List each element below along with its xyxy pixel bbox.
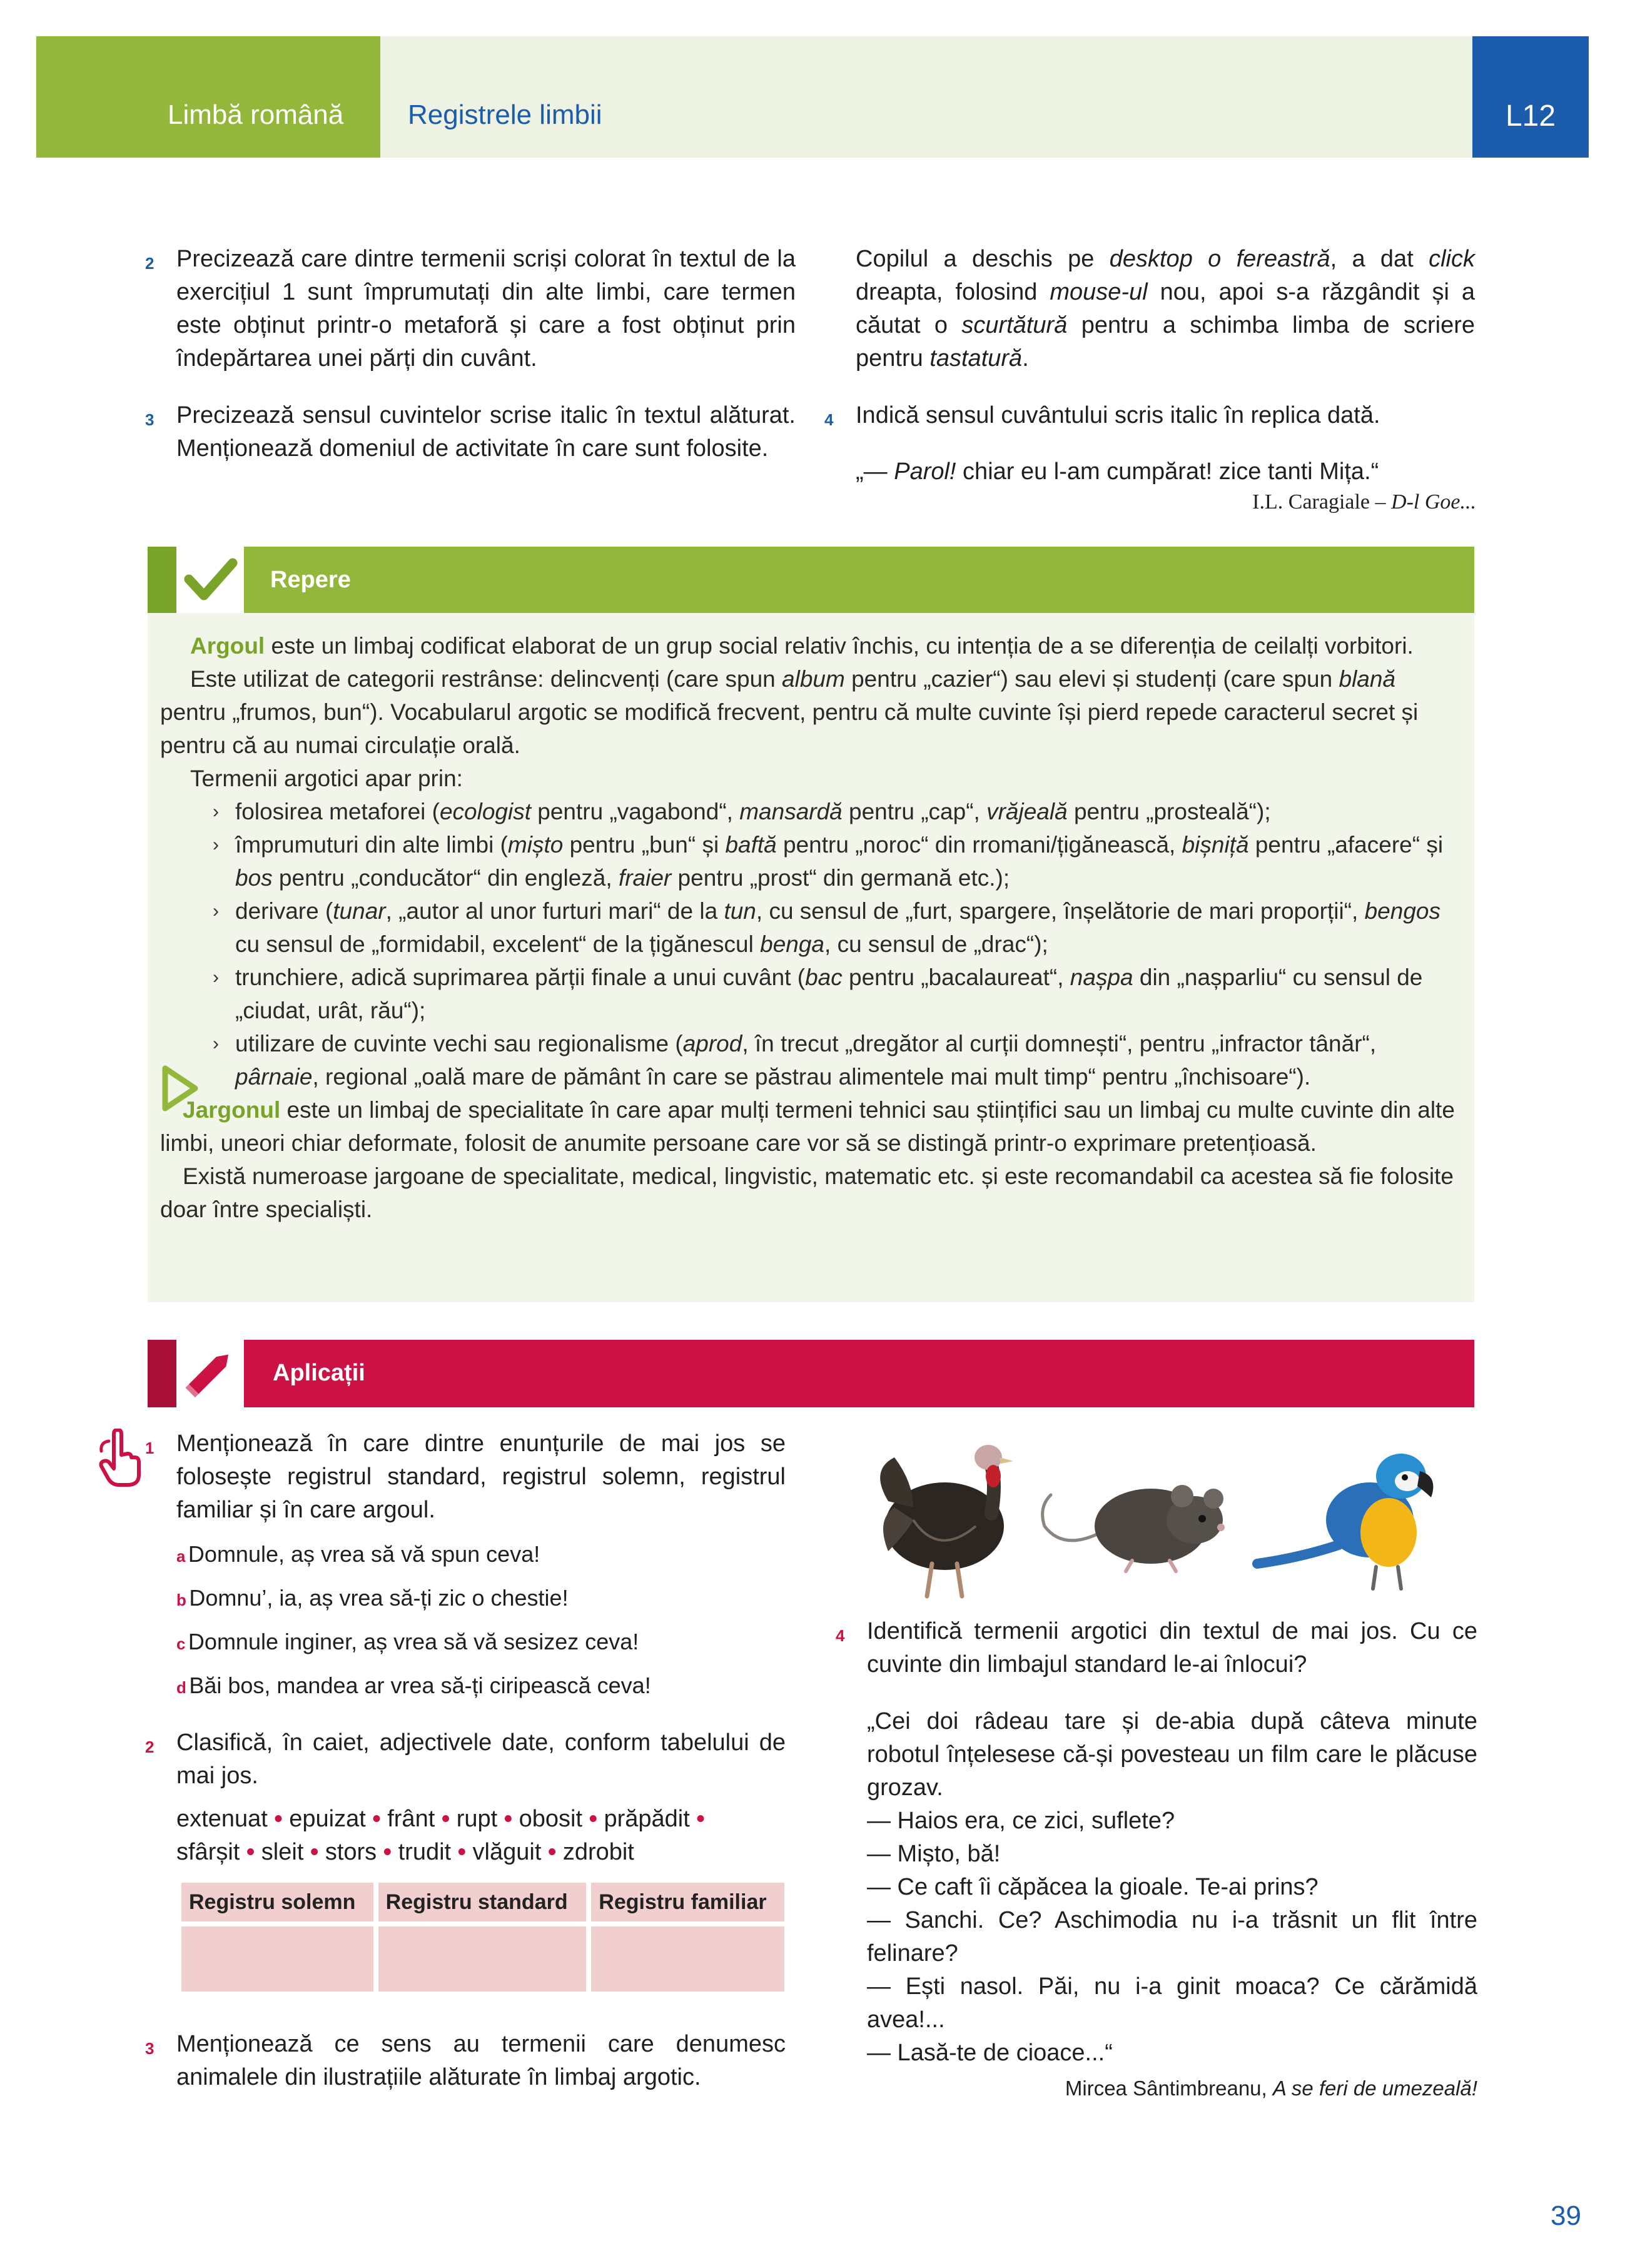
exercise-number: 3: [145, 2039, 154, 2058]
register-table: [176, 1878, 789, 1997]
exercise-number: 3: [145, 410, 154, 429]
table-cell: [378, 1926, 587, 1992]
checkmark-icon: [176, 547, 244, 614]
quote: „— Parol! chiar eu l-am cumpărat! zice tanti Mița.“: [856, 458, 1379, 485]
repere-bar: [244, 547, 1474, 614]
lesson-code: L12: [1505, 99, 1556, 133]
aplicatii-bar: [244, 1340, 1474, 1407]
aplicatii-bar-edge: [148, 1340, 176, 1407]
table-header: Registru solemn: [181, 1883, 373, 1921]
repere-content: Argoul este un limbaj codificat elaborat de un grup social relativ închis, cu intenția de a se diferenția de ceilalți vorbitori. Este utilizat de categorii restrânse: delincvenți (care spun album pentru „cazier“) sau elevi și studenți (care spun blană pentru „frumos, bun“). Vocabularul argotic se modifică frecvent, pentru că multe cuvinte își pierd repede caracterul secret și pentru că au numai circulație orală. Termenii argotici apar prin: › folosirea metaforei (ecologist pentru „vagabond“, mansardă pentru „cap“, vrăjeală pentru „prosteală“); › împrumuturi din alte limbi (mișto pentru „bun“ și baftă pentru „noroc“ din rromani/țigănească, bișniță pentru „afacere“ și bos pentru „conducător“ din engleză, fraier pentru „prost“ din germană etc.); › derivare (tunar, „autor al unor furturi mari“ de la tun, cu sensul de „furt, spargere, înșelătorie de mari proporții“, bengos cu sensul de „formidabil, excelent“ de la țigănescul benga, cu sensul de „drac“); › trunchiere, adică suprimarea părții finale a unui cuvânt (bac pentru „bacalaureat“, nașpa din „nașparliu“ cu sensul de „ciudat, urât, rău“); › utilizare de cuvinte vechi sau regionalisme (aprod, în trecut „dregător al curții domnești“, pentru „infractor tânăr“, pârnaie, regional „oală mare de pământ în care se păstrau alimentele mai mult timp“ pentru „închisoare“). Jargonul este un limbaj de specialitate în care apar mulți termeni tehnici sau științifici sau un limbaj cu multe cuvinte din alte limbi, uneori chiar deformate, folosit de anumite persoane care vor să se distingă printr-o exprimare pretențioasă. Există numeroase jargoane de specialitate, medical, lingvistic, matematic etc. și este recomandabil ca acestea să fie folosite doar între specialiști.: [160, 629, 1461, 1226]
parrot-illustration: [1251, 1432, 1457, 1601]
table-header-row: [181, 1883, 784, 1921]
aplicatii-icon-box: [176, 1340, 244, 1407]
table-cell: [181, 1926, 373, 1992]
adjective-list: extenuat • epuizat • frânt • rupt • obosit • prăpădit • sfârșit • sleit • stors • trudit • vlăguit • zdrobit: [176, 1806, 705, 1865]
header-code-band: [1472, 36, 1589, 158]
list-item: › trunchiere, adică suprimarea părții finale a unui cuvânt (bac pentru „bacalaureat“, nașpa din „nașparliu“ cu sensul de „ciudat, urât, rău“);: [213, 964, 1423, 1023]
aplicatii-title: Aplicații: [273, 1360, 365, 1386]
turkey-illustration: [857, 1432, 1045, 1601]
repere-icon-box: [176, 547, 244, 614]
table-cell: [591, 1926, 784, 1992]
exercise-number: 2: [145, 254, 154, 273]
dialogue-line: — Lasă-te de cioace...“: [867, 2040, 1113, 2066]
exercise-4-text: Indică sensul cuvântului scris italic în replica dată.: [856, 402, 1380, 428]
table-row: [181, 1926, 784, 1992]
list-item: › folosirea metaforei (ecologist pentru „vagabond“, mansardă pentru „cap“, vrăjeală pentru „prosteală“);: [213, 799, 1271, 824]
dialogue-line: — Haios era, ce zici, suflete?: [867, 1808, 1175, 1834]
aplicatii-exercise-3-text: Menționează ce sens au termenii care denumesc animalele din ilustrațiile alăturate în limbaj argotic.: [176, 2031, 786, 2090]
header-topic: Registrele limbii: [408, 99, 602, 130]
page-number: 39: [1551, 2200, 1581, 2231]
dialogue-line: — Sanchi. Ce? Aschimodia nu i-a trăsnit un flit între felinare?: [867, 1907, 1477, 1967]
header-topic-band: [380, 36, 1472, 158]
header-subject: Limbă română: [168, 99, 344, 130]
header-subject-band: [36, 36, 380, 158]
table-header: Registru familiar: [591, 1883, 784, 1921]
quote-source: I.L. Caragiale – D-l Goe...: [1252, 490, 1476, 514]
list-item: b Domnu’, ia, aș vrea să-ți zic o chestie!: [176, 1585, 569, 1611]
aplicatii-exercise-1-text: Menționează în care dintre enunțurile de mai jos se folosește registrul standard, registrul solemn, registrul familiar și în care argoul.: [176, 1430, 786, 1523]
table-header: Registru standard: [378, 1883, 587, 1921]
list-item: d Băi bos, mandea ar vrea să-ți ciripească ceva!: [176, 1673, 651, 1698]
exercise-2-text: Precizează care dintre termenii scriși colorat în textul de la exercițiul 1 sunt împrumutați din alte limbi, care termen este obținut printr-o metaforă și care a fost obținut prin îndepărtarea unei părți din cuvânt.: [176, 246, 796, 372]
list-item: c Domnule inginer, aș vrea să vă sesizez ceva!: [176, 1629, 639, 1654]
list-item: › derivare (tunar, „autor al unor furturi mari“ de la tun, cu sensul de „furt, spargere, înșelătorie de mari proporții“, bengos cu sensul de „formidabil, excelent“ de la țigănescul benga, cu sensul de „drac“);: [213, 898, 1440, 957]
exercise-number: 4: [836, 1626, 845, 1645]
exercise-number: 2: [145, 1738, 154, 1756]
list-item: › împrumuturi din alte limbi (mișto pentru „bun“ și baftă pentru „noroc“ din rromani/țigănească, bișniță pentru „afacere“ și bos pentru „conducător“ din engleză, fraier pentru „prost“ din germană etc.);: [213, 832, 1444, 891]
pencil-icon: [176, 1340, 244, 1407]
rat-illustration: [1038, 1457, 1238, 1576]
list-item: a Domnule, aș vrea să vă spun ceva!: [176, 1541, 540, 1567]
aplicatii-exercise-4-text: Identifică termenii argotici din textul de mai jos. Cu ce cuvinte din limbajul standard le-ai înlocui?: [867, 1618, 1477, 1678]
exercise-number: 4: [824, 410, 834, 429]
exercise-number: 1: [145, 1439, 154, 1457]
statement-list: [176, 1539, 651, 1714]
repere-bar-edge: [148, 547, 176, 614]
pointing-hand-icon: [95, 1429, 145, 1492]
repere-title: Repere: [270, 567, 351, 593]
aplicatii-exercise-2-text: Clasifică, în caiet, adjectivele date, conform tabelului de mai jos.: [176, 1729, 786, 1789]
dialogue-line: „Cei doi râdeau tare și de-abia după câteva minute robotul înțelesese că-și povesteau un film care le plăcuse grozav.: [867, 1708, 1477, 1801]
dialogue-line: — Ce caft îi căpăcea la gioale. Te-ai prins?: [867, 1874, 1319, 1900]
dialogue-text: [867, 1705, 1477, 2070]
passage-text: Copilul a deschis pe desktop o fereastră, a dat click dreapta, folosind mouse-ul nou, apoi s-a răzgândit și a căutat o scurtătură pentru a schimba limba de scriere pentru tastatură.: [856, 246, 1476, 372]
list-item: › utilizare de cuvinte vechi sau regionalisme (aprod, în trecut „dregător al curții domnești“, pentru „infractor tânăr“, pârnaie, regional „oală mare de pământ în care se păstrau alimentele mai mult timp“ pentru „închisoare“).: [213, 1031, 1377, 1090]
dialogue-line: — Ești nasol. Păi, nu i-a ginit moaca? Ce cărămidă avea!...: [867, 1973, 1477, 2033]
dialogue-line: — Mișto, bă!: [867, 1841, 1001, 1867]
dialogue-source: Mircea Sântimbreanu, A se feri de umezeală!: [1065, 2077, 1477, 2100]
exercise-3-text: Precizează sensul cuvintelor scrise italic în textul alăturat. Menționează domeniul de activitate în care sunt folosite.: [176, 402, 796, 462]
